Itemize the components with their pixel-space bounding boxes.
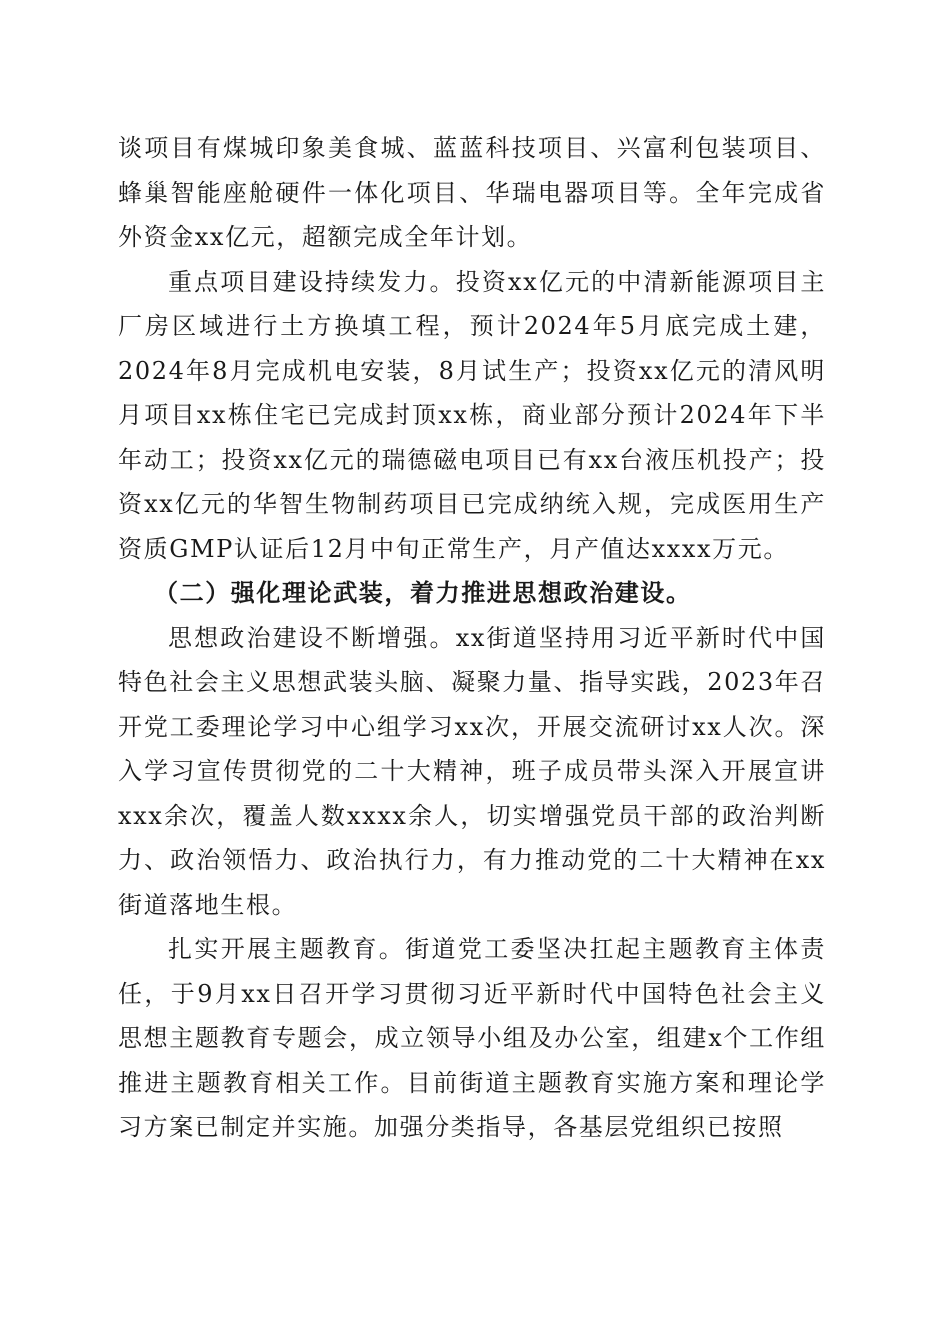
paragraph-political-building: 思想政治建设不断增强。xx街道坚持用习近平新时代中国特色社会主义思想武装头脑、凝聚力量、指导实践，2023年召开党工委理论学习中心组学习xx次，开展交流研讨xx人次。深入学习宣传贯彻党的二十大精神，班子成员带头深入开展宣讲xxx余次，覆盖人数xxxx余人，切实增强党员干部的政治判断力、政治领悟力、政治执行力，有力推动党的二十大精神在xx街道落地生根。: [118, 623, 826, 919]
section-heading: （二）强化理论武装，着力推进思想政治建设。: [154, 578, 692, 607]
paragraph-theme-education: 扎实开展主题教育。街道党工委坚决扛起主题教育主体责任，于9月xx日召开学习贯彻习近平新时代中国特色社会主义思想主题教育专题会，成立领导小组及办公室，组建x个工作组推进主题教育相关工作。目前街道主题教育实施方案和理论学习方案已制定并实施。加强分类指导，各基层党组织已按照: [118, 935, 826, 1141]
document-body: [118, 126, 826, 1150]
paragraph-key-projects: 重点项目建设持续发力。投资xx亿元的中清新能源项目主厂房区域进行土方换填工程，预计2024年5月底完成土建，2024年8月完成机电安装，8月试生产；投资xx亿元的清风明月项目xx栋住宅已完成封顶xx栋，商业部分预计2024年下半年动工；投资xx亿元的瑞德磁电项目已有xx台液压机投产；投资xx亿元的华智生物制药项目已完成纳统入规，完成医用生产资质GMP认证后12月中旬正常生产，月产值达xxxx万元。: [118, 267, 826, 563]
paragraph-continuation: 谈项目有煤城印象美食城、蓝蓝科技项目、兴富利包装项目、蜂巢智能座舱硬件一体化项目、华瑞电器项目等。全年完成省外资金xx亿元，超额完成全年计划。: [118, 134, 826, 251]
